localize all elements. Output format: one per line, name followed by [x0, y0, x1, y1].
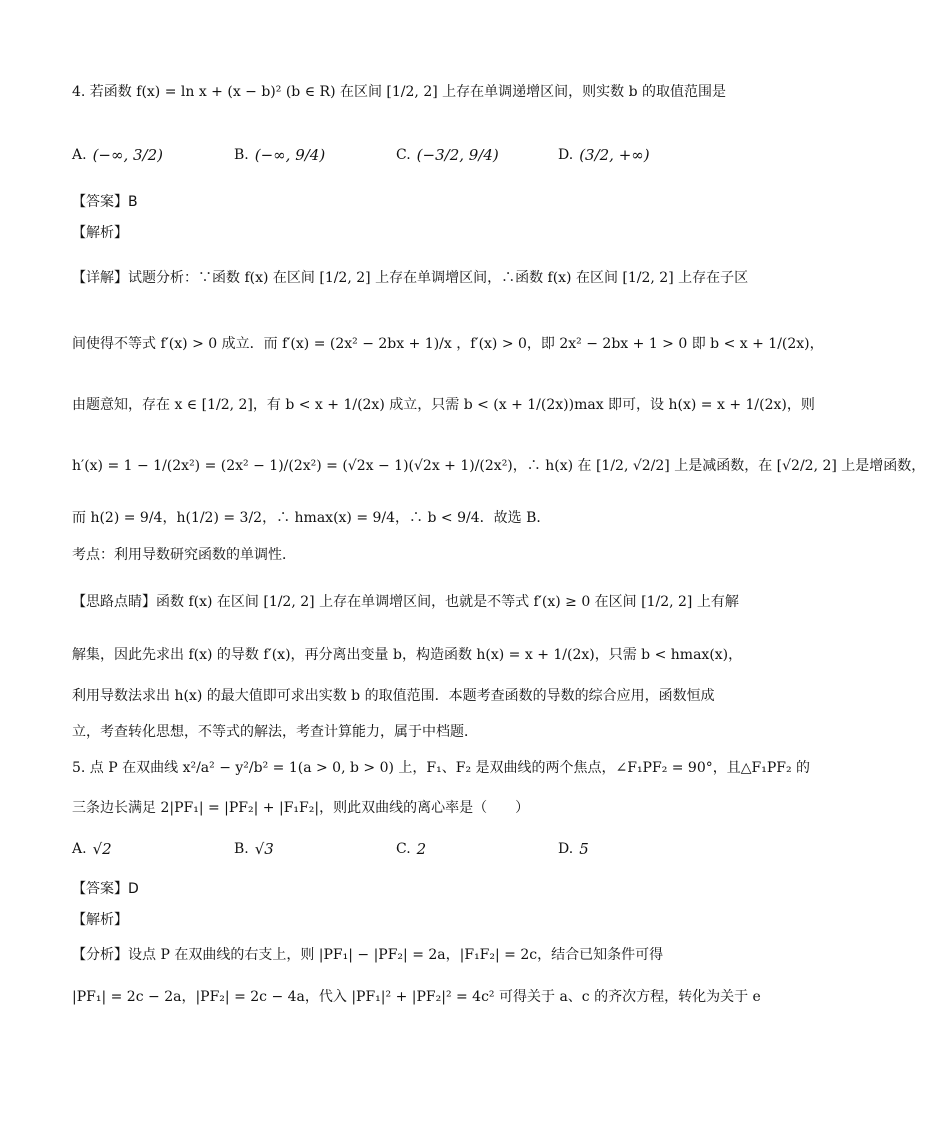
- q4-option-c-value: (−3/2, 9/4): [416, 146, 499, 164]
- q5-stem-line-2: 三条边长满足 2|PF₁| = |PF₂| + |F₁F₂|，则此双曲线的离心率是（ ）: [72, 800, 530, 816]
- q4-option-c-letter: C.: [396, 147, 411, 163]
- q5-detail-line-2: |PF₁| = 2c − 2a，|PF₂| = 2c − 4a，代入 |PF₁|² + |PF₂|² = 4c² 可得关于 a、c 的齐次方程，转化为关于 e: [72, 989, 761, 1005]
- q5-option-d-value: 5: [579, 840, 589, 858]
- q5-option-a: [72, 826, 112, 872]
- q5-option-c-letter: C.: [396, 841, 411, 857]
- q5-stem-line-1: 5. 点 P 在双曲线 x²/a² − y²/b² = 1(a > 0, b > 0) 上，F₁、F₂ 是双曲线的两个焦点，∠F₁PF₂ = 90°，且△F₁PF₂ 的: [72, 760, 811, 776]
- q4-option-d-value: (3/2, +∞): [579, 146, 650, 164]
- q4-answer: 【答案】B: [72, 194, 138, 210]
- q5-detail-line-1: 【分析】设点 P 在双曲线的右支上，则 |PF₁| − |PF₂| = 2a，|F₁F₂| = 2c，结合已知条件可得: [72, 947, 664, 963]
- q5-option-d-letter: D.: [558, 841, 574, 857]
- q4-option-b-letter: B.: [234, 147, 249, 163]
- q5-option-c: [396, 826, 426, 872]
- q5-option-b-letter: B.: [234, 841, 249, 857]
- q4-option-b: [234, 132, 325, 178]
- q5-option-c-value: 2: [416, 840, 427, 858]
- q4-option-a-letter: A.: [72, 147, 87, 163]
- q5-analysis-heading: 【解析】: [72, 912, 128, 928]
- q4-option-d: [558, 132, 650, 178]
- q5-option-a-value: √2: [92, 840, 112, 858]
- q5-option-b-value: √3: [254, 840, 274, 858]
- q4-detail-line-3: 由题意知，存在 x ∈ [1/2, 2]，有 b < x + 1/(2x) 成立，只需 b < (x + 1/(2x))max 即可，设 h(x) = x + 1/(2x)，则: [72, 397, 815, 413]
- q4-kaodian: 考点：利用导数研究函数的单调性．: [72, 547, 296, 563]
- q4-idea-line-1: 【思路点睛】函数 f(x) 在区间 [1/2, 2] 上存在单调增区间，也就是不等式 f′(x) ≥ 0 在区间 [1/2, 2] 上有解: [72, 594, 739, 610]
- q5-options: [72, 826, 722, 872]
- q4-option-a-value: (−∞, 3/2): [92, 146, 164, 164]
- q4-option-c: [396, 132, 499, 178]
- q4-option-d-letter: D.: [558, 147, 574, 163]
- q4-detail-line-4: h′(x) = 1 − 1/(2x²) = (2x² − 1)/(2x²) = (√2x − 1)(√2x + 1)/(2x²)，∴ h(x) 在 [1/2, √2/2] 上是减函数，在 [√2/2, 2] 上是增函数，: [72, 458, 925, 474]
- q4-detail-line-1: 【详解】试题分析：∵函数 f(x) 在区间 [1/2, 2] 上存在单调增区间，∴函数 f(x) 在区间 [1/2, 2] 上存在子区: [72, 270, 749, 286]
- q4-detail-line-5: 而 h(2) = 9/4，h(1/2) = 3/2，∴ hmax(x) = 9/4，∴ b < 9/4．故选 B．: [72, 510, 551, 526]
- q5-option-d: [558, 826, 589, 872]
- q5-option-b: [234, 826, 274, 872]
- q4-options: [72, 132, 722, 178]
- q4-option-b-value: (−∞, 9/4): [254, 146, 326, 164]
- q4-option-a: [72, 132, 163, 178]
- q4-idea-line-2: 解集，因此先求出 f(x) 的导数 f′(x)，再分离出变量 b，构造函数 h(x) = x + 1/(2x)，只需 b < hmax(x)，: [72, 647, 743, 663]
- q5-option-a-letter: A.: [72, 841, 87, 857]
- q4-idea-line-4: 立，考查转化思想，不等式的解法，考查计算能力，属于中档题．: [72, 724, 478, 740]
- q4-detail-line-2: 间使得不等式 f′(x) > 0 成立．而 f′(x) = (2x² − 2bx + 1)/x ，f′(x) > 0，即 2x² − 2bx + 1 > 0 即 b < x + 1/(2x)，: [72, 336, 824, 352]
- q4-stem: 4. 若函数 f(x) = ln x + (x − b)² (b ∈ R) 在区间 [1/2, 2] 上存在单调递增区间，则实数 b 的取值范围是: [72, 84, 726, 100]
- q4-idea-line-3: 利用导数法求出 h(x) 的最大值即可求出实数 b 的取值范围．本题考查函数的导数的综合应用，函数恒成: [72, 688, 715, 704]
- q5-answer: 【答案】D: [72, 881, 139, 897]
- q4-analysis-heading: 【解析】: [72, 225, 128, 241]
